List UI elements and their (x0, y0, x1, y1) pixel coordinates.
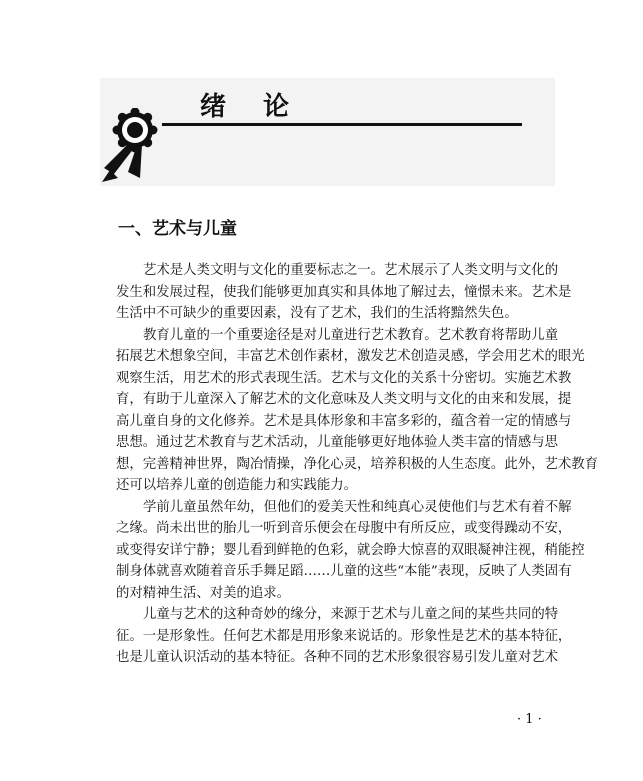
text-line: 育，有助于儿童深入了解艺术的文化意味及人类文明与文化的由来和发展，提 (116, 392, 572, 407)
text-line: 教育儿童的一个重要途径是对儿童进行艺术教育。艺术教育将帮助儿童 (143, 327, 559, 343)
text-line: 高儿童自身的文化修养。艺术是具体形象和丰富多彩的，蕴含着一定的情感与 (116, 413, 572, 429)
text-line: 观察生活，用艺术的形式表现生活。艺术与文化的关系十分密切。实施艺术教 (116, 370, 572, 386)
text-line: 想，完善精神世界，陶冶情操，净化心灵，培养积极的人生态度。此外，艺术教育 (116, 456, 599, 472)
text-line: 的对精神生活、对美的追求。 (116, 585, 291, 601)
text-line: 还可以培养儿童的创造能力和实践能力。 (116, 478, 358, 493)
text-line: 儿童与艺术的这种奇妙的缘分，来源于艺术与儿童之间的某些共同的特 (143, 607, 559, 622)
text-line: 拓展艺术想象空间，丰富艺术创作素材，激发艺术创造灵感，学会用艺术的眼光 (116, 349, 585, 364)
text-line: 制身体就喜欢随着音乐手舞足蹈……儿童的这些“本能”表现，反映了人类固有 (116, 564, 572, 579)
chapter-title-rule (162, 123, 522, 126)
rosette-ribbon-icon (100, 108, 170, 183)
paragraph (116, 325, 599, 497)
text-line: 发生和发展过程，使我们能够更加真实和具体地了解过去，憧憬未来。艺术是 (116, 284, 572, 300)
body-text (116, 260, 599, 669)
paragraph (116, 497, 585, 605)
paragraph (116, 604, 572, 669)
text-line: 征。一是形象性。任何艺术都是用形象来说话的。形象性是艺术的基本特征， (116, 628, 572, 644)
text-line: 也是儿童认识活动的基本特征。各种不同的艺术形象很容易引发儿童对艺术 (116, 650, 558, 665)
paragraph (116, 260, 572, 325)
text-line: 思想。通过艺术教育与艺术活动，儿童能够更好地体验人类丰富的情感与思 (116, 435, 558, 450)
chapter-title: 绪 论 (200, 92, 304, 122)
text-line: 或变得安详宁静；婴儿看到鲜艳的色彩，就会睁大惊喜的双眼凝神注视，稍能控 (116, 542, 585, 558)
text-line: 生活中不可缺少的重要因素，没有了艺术，我们的生活将黯然失色。 (116, 306, 518, 321)
section-heading: 一、艺术与儿童 (118, 219, 237, 239)
page-number: · 1 · (517, 712, 542, 727)
text-line: 学前儿童虽然年幼，但他们的爱美天性和纯真心灵使他们与艺术有着不解 (143, 499, 572, 515)
text-line: 之缘。尚未出世的胎儿一听到音乐便会在母腹中有所反应，或变得躁动不安， (116, 521, 572, 536)
chapter-banner (100, 78, 555, 186)
text-line: 艺术是人类文明与文化的重要标志之一。艺术展示了人类文明与文化的 (143, 263, 559, 278)
